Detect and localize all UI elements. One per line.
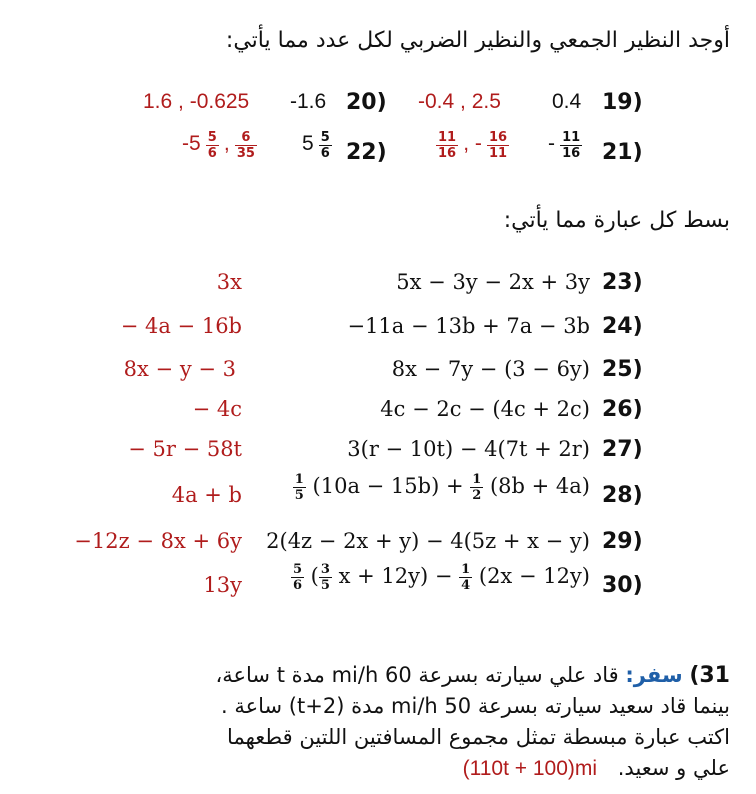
q24-expression: −11a − 13b + 7a − 3b xyxy=(347,314,590,338)
q29-expression: 2(4z − 2x + y) − 4(5z + x − y) xyxy=(266,529,590,553)
q29-answer: −12z − 8x + 6y xyxy=(74,529,242,553)
q30-expression-part-a: x + 12y) − xyxy=(338,564,453,588)
q20-value: -1.6 xyxy=(290,90,327,113)
q22-answer-fraction-1: $\frac{5}{6}$ xyxy=(207,130,217,161)
q31-line-4 xyxy=(90,753,730,784)
q31-line-2: بينما قاد سعيد سيارته بسرعة 50 mi/h مدة (t+2) ساعة . xyxy=(221,694,730,718)
q31-line-4-text: علي و سعيد. xyxy=(617,756,730,780)
q21-answer xyxy=(436,130,509,161)
q26-answer: − 4c xyxy=(192,397,242,421)
q21-number: 21) xyxy=(602,140,643,165)
q29-number: 29) xyxy=(602,529,643,554)
q30-fraction-2: $\frac{3}{5}$ xyxy=(320,562,330,593)
q31-answer: (110t + 100)mi xyxy=(462,757,598,780)
q30-number: 30) xyxy=(602,573,643,598)
q30-answer: 13y xyxy=(203,573,242,597)
section2-heading: بسط كل عبارة مما يأتي: xyxy=(503,208,730,233)
q31-number: 31) xyxy=(689,663,730,688)
q27-expression: 3(r − 10t) − 4(7t + 2r) xyxy=(347,437,590,461)
q28-answer: 4a + b xyxy=(171,483,242,507)
q22-value xyxy=(302,130,332,161)
q22-answer-fraction-2: $\frac{6}{35}$ xyxy=(236,130,255,161)
section1-heading: أوجد النظير الجمعي والنظير الضربي لكل عدد مما يأتي: xyxy=(225,28,730,53)
q23-answer: 3x xyxy=(216,270,242,294)
q27-number: 27) xyxy=(602,437,643,462)
q31-line-1 xyxy=(90,660,730,691)
q22-answer xyxy=(182,130,257,161)
q21-value xyxy=(548,130,582,161)
q31-line-1-text: قاد علي سيارته بسرعة 60 mi/h مدة t ساعة، xyxy=(215,663,619,687)
q28-expression xyxy=(293,472,590,503)
q31-line-3: اكتب عبارة مبسطة تمثل مجموع المسافتين اللتين قطعهما xyxy=(227,725,730,749)
q24-answer: − 4a − 16b xyxy=(120,314,242,338)
q22-whole: 5 xyxy=(302,132,314,155)
q30-open-paren: ( xyxy=(310,564,319,588)
q23-expression: 5x − 3y − 2x + 3y xyxy=(396,270,590,294)
q26-expression: 4c − 2c − (4c + 2c) xyxy=(380,397,590,421)
q30-expression-part-b: (2x − 12y) xyxy=(478,564,590,588)
q28-fraction-2: $\frac{1}{2}$ xyxy=(472,472,482,503)
q19-value: 0.4 xyxy=(552,90,582,113)
q21-answer-fraction-2: $\frac{16}{11}$ xyxy=(488,130,508,161)
q28-fraction-1: $\frac{1}{5}$ xyxy=(294,472,304,503)
q30-fraction-3: $\frac{1}{4}$ xyxy=(461,562,471,593)
q22-fraction: $\frac{5}{6}$ xyxy=(320,130,330,161)
q20-answer: 1.6 , -0.625 xyxy=(143,90,250,113)
q28-expression-part-b: (8b + 4a) xyxy=(489,474,590,498)
q19-number: 19) xyxy=(602,90,643,115)
q31-label: سفر: xyxy=(625,663,683,687)
q28-expression-part-a: (10a − 15b) + xyxy=(312,474,464,498)
q21-sign: - xyxy=(548,132,555,155)
q22-number: 22) xyxy=(346,140,387,165)
q22-answer-separator: , xyxy=(223,132,230,155)
q19-answer: -0.4 , 2.5 xyxy=(418,90,501,113)
q30-expression xyxy=(291,562,590,593)
q27-answer: − 5r − 58t xyxy=(128,437,242,461)
q25-answer: 8x − y − 3 xyxy=(123,357,236,381)
q28-number: 28) xyxy=(602,483,643,508)
q23-number: 23) xyxy=(602,270,643,295)
q21-fraction: $\frac{11}{16}$ xyxy=(562,130,581,161)
q22-answer-whole: -5 xyxy=(182,132,201,155)
q25-number: 25) xyxy=(602,357,643,382)
q21-answer-fraction-1: $\frac{11}{16}$ xyxy=(438,130,457,161)
watermark xyxy=(229,329,591,691)
q24-number: 24) xyxy=(602,314,643,339)
q26-number: 26) xyxy=(602,397,643,422)
q20-number: 20) xyxy=(346,90,387,115)
q21-answer-separator: , - xyxy=(463,132,482,155)
q25-expression: 8x − 7y − (3 − 6y) xyxy=(391,357,590,381)
q30-fraction-1: $\frac{5}{6}$ xyxy=(292,562,302,593)
